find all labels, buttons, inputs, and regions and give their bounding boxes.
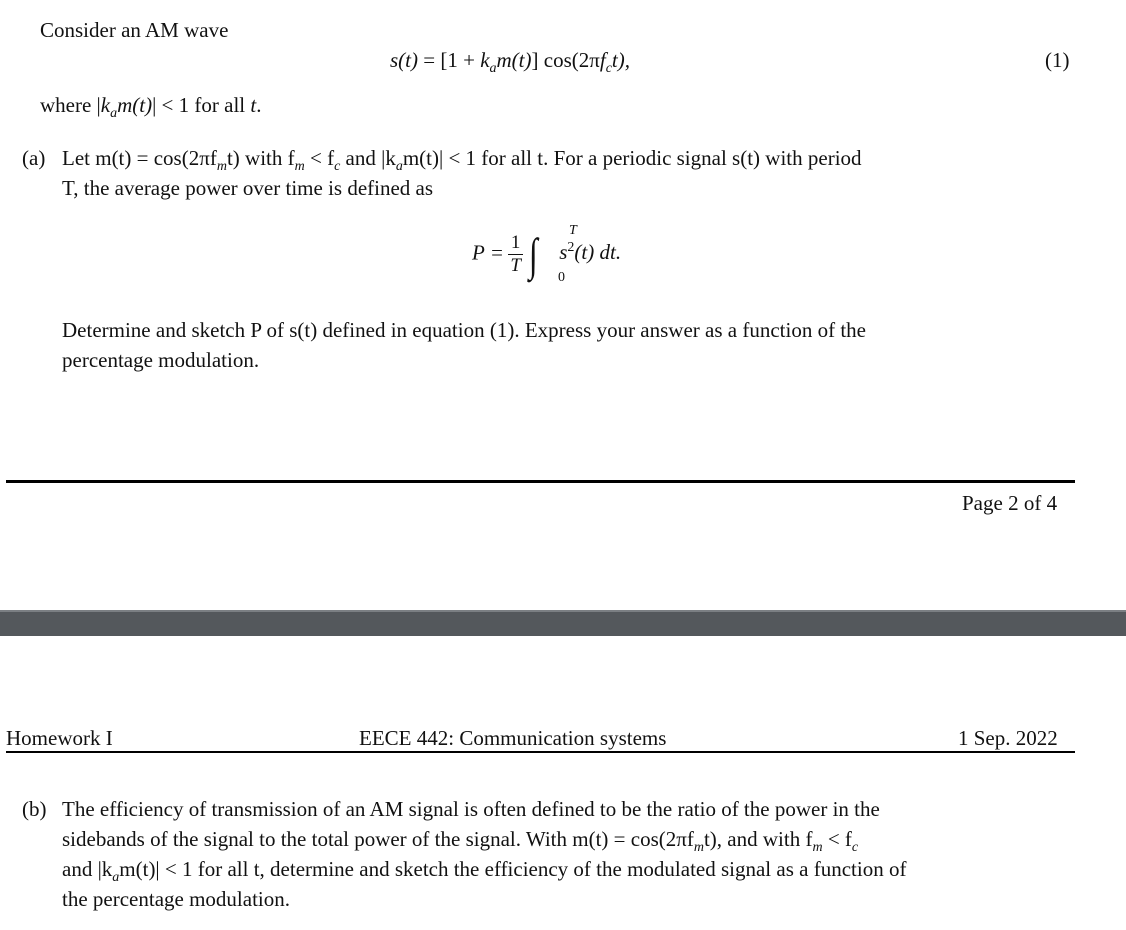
part-a-l1-sub-a: a <box>395 159 403 175</box>
eq1-cos: ] cos(2π <box>531 48 600 72</box>
footer-rule <box>6 480 1075 483</box>
where-rest: | < 1 for all <box>152 93 251 117</box>
header-left: Homework I <box>6 726 113 750</box>
page-number: Page 2 of 4 <box>962 491 1058 515</box>
part-a-task-line1: Determine and sketch P of s(t) defined in equation (1). Express your answer as a function of the <box>62 318 866 342</box>
integral-sign: ∫ <box>529 229 539 280</box>
part-a-l1-sub-m: m <box>216 159 227 175</box>
power-equation <box>472 223 622 288</box>
intro-text: Consider an AM wave <box>40 18 229 42</box>
header-center: EECE 442: Communication systems <box>359 726 667 750</box>
where-t: t <box>250 93 257 117</box>
header-rule <box>6 751 1075 753</box>
where-m: m(t) <box>117 93 153 117</box>
part-a-l1-sub-c: c <box>334 159 341 175</box>
part-b-line3 <box>62 857 906 886</box>
where-k-sub: a <box>110 106 118 122</box>
frac-den: T <box>510 255 521 276</box>
where-text <box>40 93 261 122</box>
part-b-l2-a: sidebands of the signal to the total power of the signal. With m(t) = cos(2πf <box>62 827 694 851</box>
where-k: k <box>100 93 111 117</box>
eq1-k: k <box>480 48 490 72</box>
part-b-l2-sub-m: m <box>693 840 704 856</box>
part-a-l1-b: t) with f <box>226 146 295 170</box>
eq1-fc-sub: c <box>605 61 612 77</box>
part-a-label: (a) <box>22 146 46 170</box>
header-right: 1 Sep. 2022 <box>958 726 1058 750</box>
part-a-line2: T, the average power over time is defined as <box>62 176 434 200</box>
power-fraction <box>508 232 524 277</box>
part-b-l2-c: < f <box>822 827 852 851</box>
part-b-l3-sub-a: a <box>112 870 120 886</box>
part-b-line2 <box>62 827 858 856</box>
eq1-lhs: s(t) <box>390 48 418 72</box>
page-gap <box>0 612 1126 636</box>
part-a-l1-d: and |k <box>340 146 396 170</box>
frac-num: 1 <box>508 232 524 255</box>
eq1-k-sub: a <box>489 61 497 77</box>
part-a-l1-sub-m2: m <box>294 159 305 175</box>
part-b-line1: The efficiency of transmission of an AM signal is often defined to be the ratio of the power in the <box>62 797 880 821</box>
eq1-eq: = [1 + <box>418 48 481 72</box>
equation-number: (1) <box>1045 48 1070 72</box>
part-b-label: (b) <box>22 797 47 821</box>
power-lhs: P = <box>472 240 504 265</box>
part-a-line1 <box>62 146 862 175</box>
equation-1 <box>390 48 630 77</box>
part-b-l2-sub-m2: m <box>812 840 823 856</box>
part-a-task-line2: percentage modulation. <box>62 348 260 372</box>
int-upper: T <box>569 223 577 238</box>
int-lower: 0 <box>558 270 565 285</box>
integrand: $s^2(t)$ dt. <box>559 240 622 265</box>
eq1-m: m(t) <box>496 48 532 72</box>
part-b-l3-a: and |k <box>62 857 113 881</box>
part-b-line4: the percentage modulation. <box>62 887 290 911</box>
where-dot: . <box>256 93 262 117</box>
part-b-l2-sub-c: c <box>851 840 859 856</box>
part-b-l3-b: m(t)| < 1 for all t, determine and sketch the efficiency of the modulated signal as a function of <box>119 857 907 881</box>
part-a-l1-c: < f <box>304 146 335 170</box>
eq1-tail: t), <box>611 48 630 72</box>
part-a-l1-a: Let m(t) = cos(2πf <box>62 146 217 170</box>
part-b-l2-b: t), and with f <box>703 827 813 851</box>
part-a-l1-e: m(t)| < 1 for all t. For a periodic signal s(t) with period <box>402 146 862 170</box>
eq1-fc: f <box>599 48 606 72</box>
where-prefix: where | <box>40 93 101 117</box>
